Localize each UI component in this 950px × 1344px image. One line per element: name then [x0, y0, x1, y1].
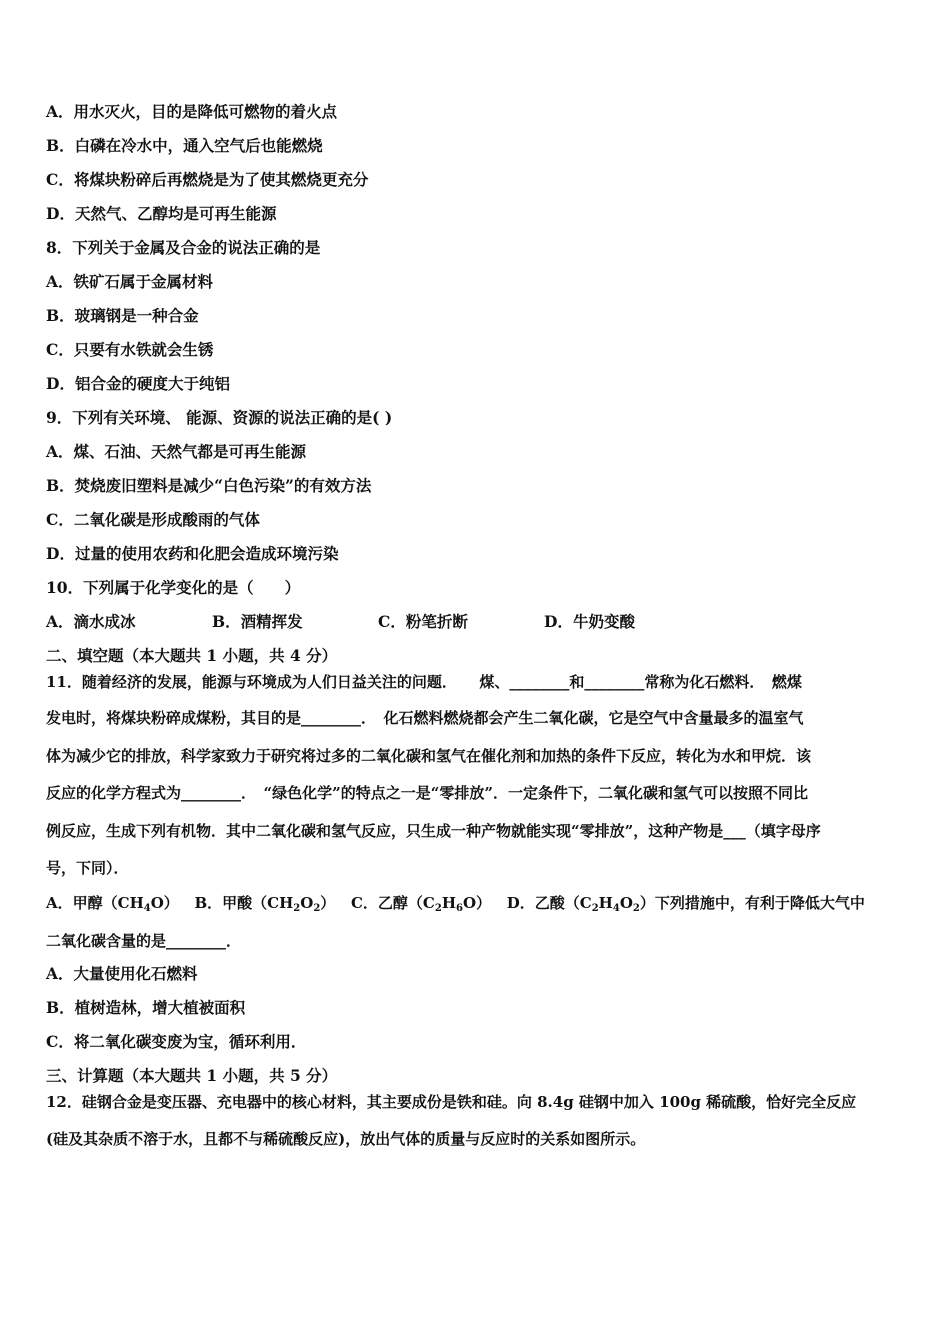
section-2-heading: 二、填空题（本大题共 1 小题，共 4 分） [46, 646, 338, 665]
q8-option-c: C．只要有水铁就会生锈 [46, 340, 214, 359]
q12-line-1: 12．硅钢合金是变压器、充电器中的核心材料，其主要成份是铁和硅。向 8.4g 硅钢中加入 100g 稀硫酸，恰好完全反应 [46, 1093, 857, 1111]
q9-stem: 9．下列有关环境、 能源、资源的说法正确的是( ) [46, 408, 393, 427]
q11-option-c: C．将二氧化碳变废为宝，循环利用． [46, 1032, 307, 1051]
q11-line-5: 例反应，生成下列有机物．其中二氧化碳和氢气反应，只生成一种产物就能实现“零排放”，这种产物是___（填字母序 [46, 822, 821, 840]
q7-option-d: D．天然气、乙醇均是可再生能源 [46, 204, 277, 223]
q10-option-d: D．牛奶变酸 [544, 612, 635, 631]
q9-option-b: B．焚烧废旧塑料是减少“白色污染”的有效方法 [46, 476, 372, 495]
q11-line-2: 发电时，将煤块粉碎成煤粉，其目的是________． 化石燃料燃烧都会产生二氧化碳，它是空气中含量最多的温室气 [46, 709, 804, 727]
q11-choice-b: B．甲酸$(CH_2O_2)$ [194, 894, 336, 914]
q11-line-3: 体为减少它的排放，科学家致力于研究将过多的二氧化碳和氢气在催化剂和加热的条件下反应，转化为水和甲烷．该 [46, 747, 812, 765]
q8-option-d: D．铝合金的硬度大于纯铝 [46, 374, 230, 393]
q10-options [46, 612, 635, 632]
q11-line-1: 11．随着经济的发展，能源与环境成为人们日益关注的问题． 煤、________和________常称为化石燃料． 燃煤 [46, 673, 802, 691]
q11-option-a: A．大量使用化石燃料 [46, 964, 198, 983]
q9-option-c: C．二氧化碳是形成酸雨的气体 [46, 510, 260, 529]
section-3-heading: 三、计算题（本大题共 1 小题，共 5 分） [46, 1066, 338, 1085]
q7-option-b: B．白磷在冷水中，通入空气后也能燃烧 [46, 136, 323, 155]
q8-option-a: A．铁矿石属于金属材料 [46, 272, 214, 291]
q8-stem: 8．下列关于金属及合金的说法正确的是 [46, 238, 321, 257]
q11-line-6: 号，下同）． [46, 859, 129, 877]
q7-option-c: C．将煤块粉碎后再燃烧是为了使其燃烧更充分 [46, 170, 369, 189]
q10-option-a: A．滴水成冰 [46, 612, 136, 631]
q8-option-b: B．玻璃钢是一种合金 [46, 306, 199, 325]
q10-option-b: B．酒精挥发 [212, 612, 303, 631]
q11-choice-a: A．甲醇$(CH_4O)$ [46, 894, 179, 914]
q11-line-8: 二氧化碳含量的是________． [46, 932, 242, 950]
q10-option-c: C．粉笔折断 [378, 612, 468, 631]
q12-line-2: (硅及其杂质不溶于水，且都不与稀硫酸反应)，放出气体的质量与反应时的关系如图所示。 [46, 1130, 646, 1148]
q11-choice-d: D．乙酸$(C_2H_4O_2)$下列措施中，有利于降低大气中 [506, 894, 865, 914]
q9-option-d: D．过量的使用农药和化肥会造成环境污染 [46, 544, 339, 563]
q11-choice-c: C．乙醇$(C_2H_6O)$ [350, 894, 492, 914]
q11-choices [46, 893, 865, 919]
q10-stem: 10．下列属于化学变化的是（ ） [46, 578, 301, 597]
q11-option-b: B．植树造林，增大植被面积 [46, 998, 246, 1017]
q9-option-a: A．煤、石油、天然气都是可再生能源 [46, 442, 307, 461]
q11-line-4: 反应的化学方程式为________． “绿色化学”的特点之一是“零排放”．一定条件下，二氧化碳和氢气可以按照不同比 [46, 784, 809, 802]
q7-option-a: A．用水灭火，目的是降低可燃物的着火点 [46, 102, 338, 121]
